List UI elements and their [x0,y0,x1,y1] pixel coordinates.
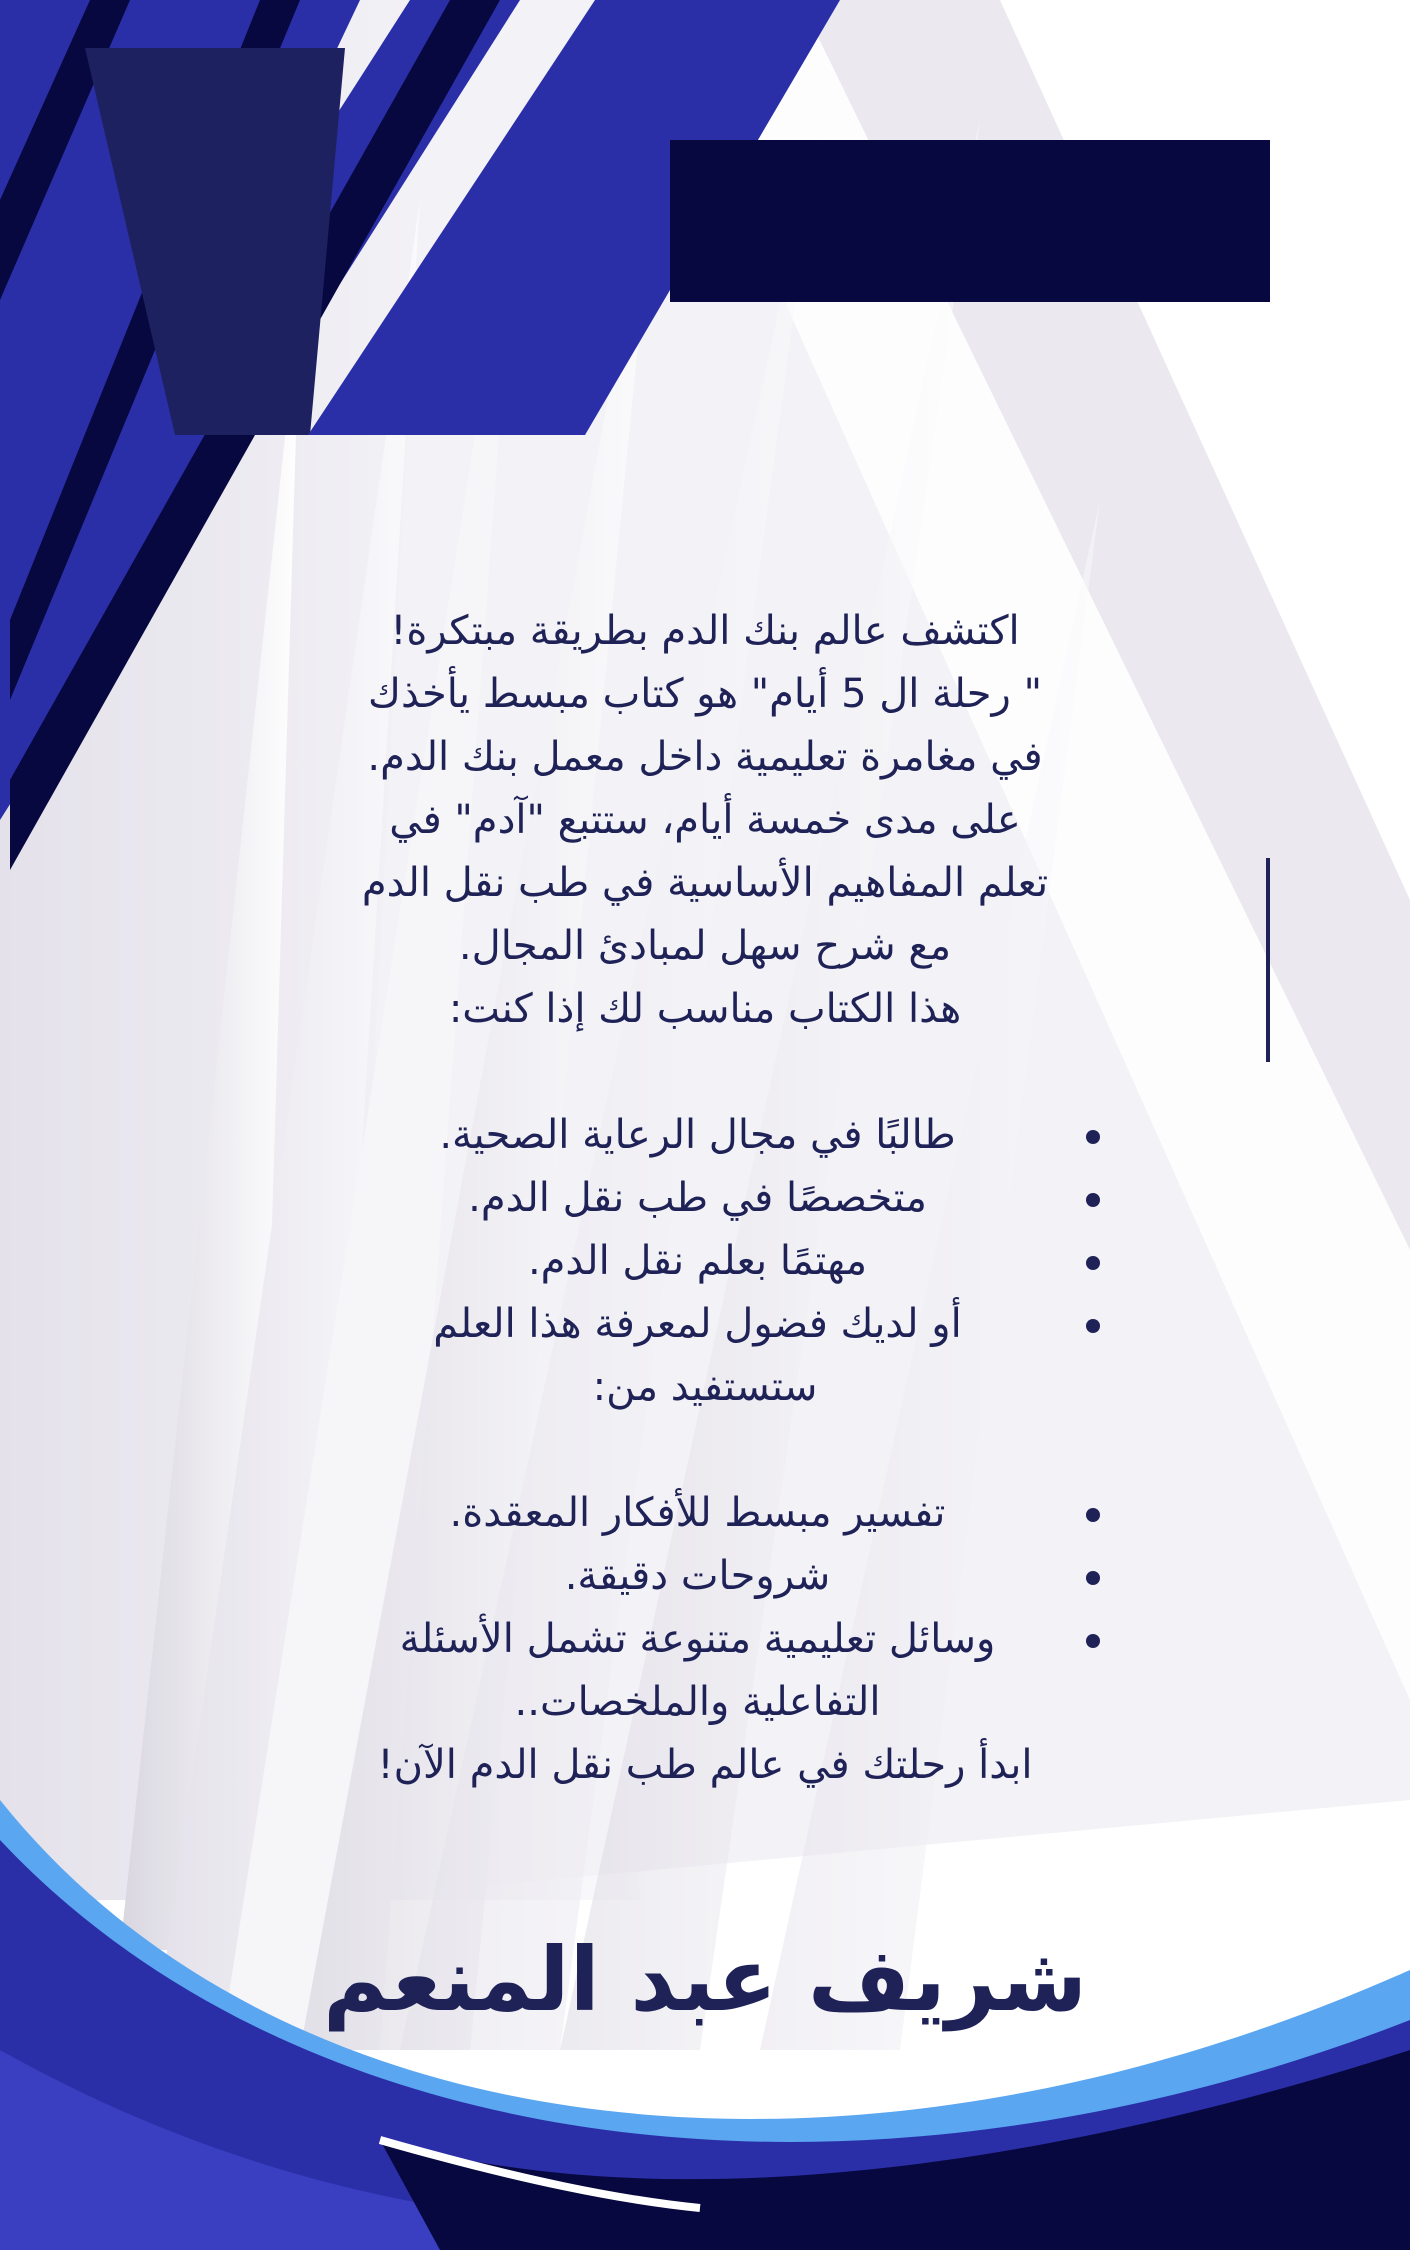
intro-line: في مغامرة تعليمية داخل معمل بنك الدم. [367,734,1043,780]
list-item: مهتمًا بعلم نقل الدم. [255,1230,1155,1293]
list-item: أو لديك فضول لمعرفة هذا العلم [255,1293,1155,1356]
list-item: طالبًا في مجال الرعاية الصحية. [255,1104,1155,1167]
list-item: شروحات دقيقة. [255,1545,1155,1608]
description-block [255,600,1155,1797]
author-name: شريف عبد المنعم [322,1928,1088,2031]
intro-line: اكتشف عالم بنك الدم بطريقة مبتكرة! [390,608,1020,654]
list-item: وسائل تعليمية متنوعة تشمل الأسئلة التفاعلية والملخصات.. [255,1608,1155,1734]
list-item: تفسير مبسط للأفكار المعقدة. [255,1482,1155,1545]
intro-line: هذا الكتاب مناسب لك إذا كنت: [448,986,962,1032]
benefits-list [255,1482,1155,1734]
intro-line: تعلم المفاهيم الأساسية في طب نقل الدم [361,860,1049,906]
intro-line: مع شرح سهل لمبادئ المجال. [458,923,952,969]
spacer [255,1041,1155,1104]
closing-line: ابدأ رحلتك في عالم طب نقل الدم الآن! [377,1742,1033,1788]
benefits-heading: ستستفيد من: [592,1364,818,1410]
intro-line: على مدى خمسة أيام، ستتبع "آدم" في [389,797,1021,843]
header-band [670,140,1270,302]
intro-paragraph [255,600,1155,1041]
list-item: متخصصًا في طب نقل الدم. [255,1167,1155,1230]
audience-list [255,1104,1155,1356]
spacer [255,1419,1155,1482]
intro-line: " رحلة ال 5 أيام" هو كتاب مبسط يأخذك [368,671,1042,717]
